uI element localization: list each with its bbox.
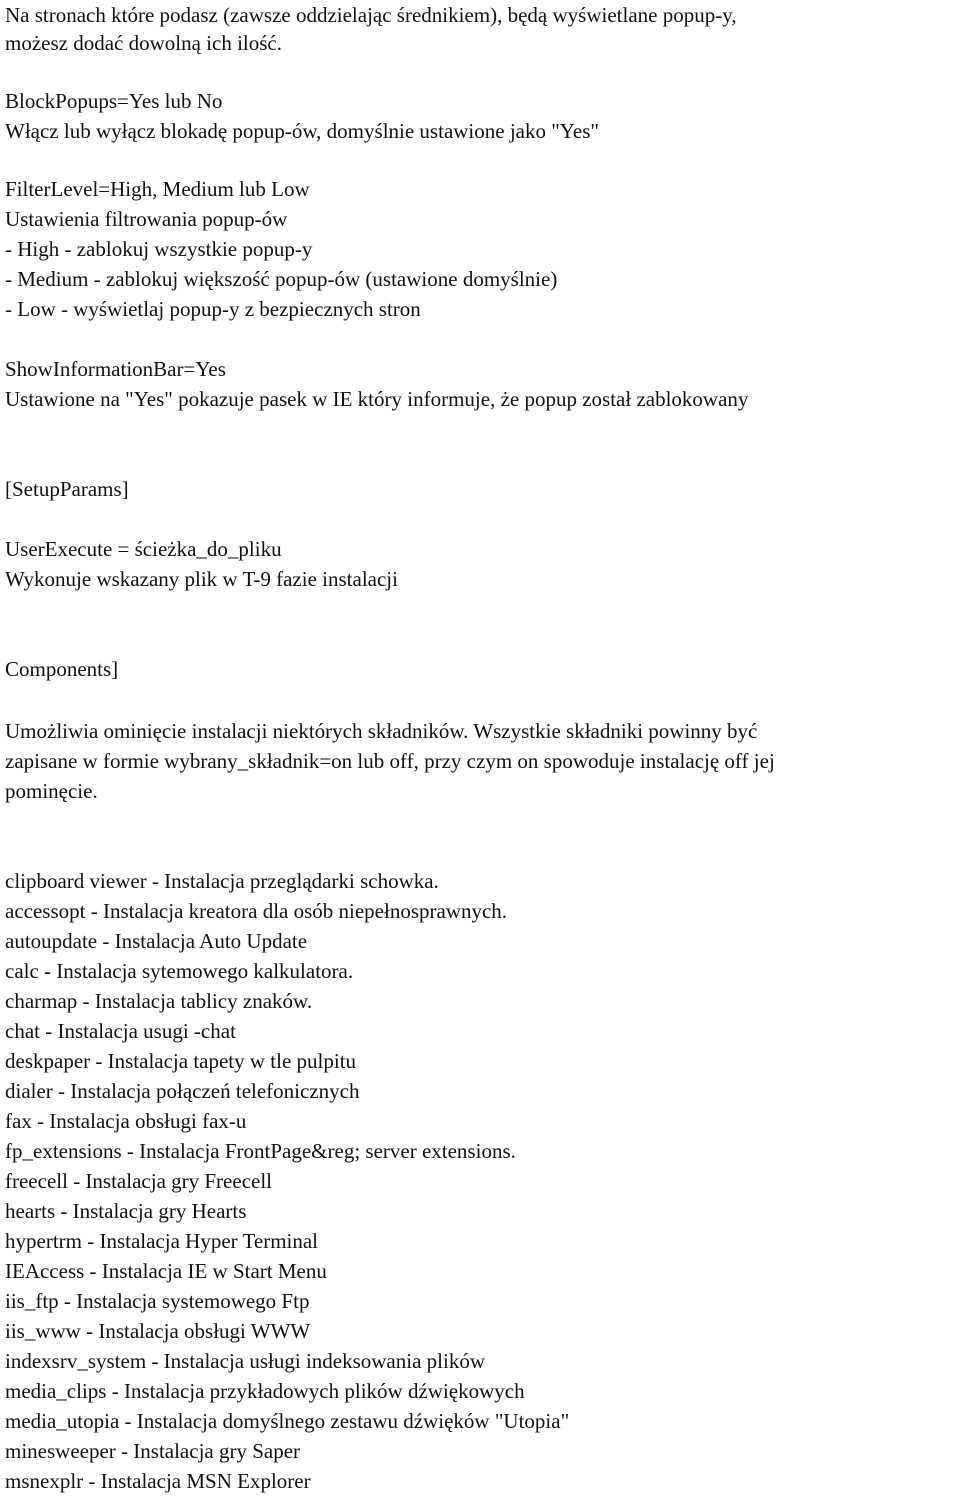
list-item: freecell - Instalacja gry Freecell <box>5 1169 273 1193</box>
list-item: dialer - Instalacja połączeń telefonicznych <box>5 1079 360 1103</box>
list-item: indexsrv_system - Instalacja usługi indeksowania plików <box>5 1349 485 1373</box>
list-item: fax - Instalacja obsługi fax-u <box>5 1109 247 1133</box>
section-heading-components: Components] <box>5 657 119 681</box>
list-item: accessopt - Instalacja kreatora dla osób niepełnosprawnych. <box>5 899 508 923</box>
list-item: iis_www - Instalacja obsługi WWW <box>5 1319 311 1343</box>
list-item: minesweeper - Instalacja gry Saper <box>5 1439 301 1463</box>
text-line-blockpopups: BlockPopups=Yes lub No <box>5 89 223 113</box>
list-item: calc - Instalacja sytemowego kalkulatora. <box>5 959 354 983</box>
text-line-filterlevel-desc: Ustawienia filtrowania popup-ów <box>5 207 288 231</box>
text-line-blockpopups-desc: Włącz lub wyłącz blokadę popup-ów, domyślnie ustawione jako "Yes" <box>5 119 599 143</box>
list-item: autoupdate - Instalacja Auto Update <box>5 929 308 953</box>
list-item: msnexplr - Instalacja MSN Explorer <box>5 1469 311 1493</box>
text-line-popup-count: możesz dodać dowolną ich ilość. <box>5 31 282 55</box>
list-item: media_clips - Instalacja przykładowych plików dźwiękowych <box>5 1379 525 1403</box>
list-item: hypertrm - Instalacja Hyper Terminal <box>5 1229 319 1253</box>
list-item: media_utopia - Instalacja domyślnego zestawu dźwięków "Utopia" <box>5 1409 570 1433</box>
list-item: fp_extensions - Instalacja FrontPage&reg; server extensions. <box>5 1139 516 1163</box>
text-line-infobar: ShowInformationBar=Yes <box>5 357 226 381</box>
text-line-filter-high: - High - zablokuj wszystkie popup-y <box>5 237 313 261</box>
text-line-userexecute: UserExecute = ścieżka_do_pliku <box>5 537 282 561</box>
text-line-components-desc-3: pominęcie. <box>5 779 98 803</box>
text-line-infobar-desc: Ustawione na "Yes" pokazuje pasek w IE który informuje, że popup został zablokowany <box>5 387 749 411</box>
section-heading-setupparams: [SetupParams] <box>5 477 129 501</box>
list-item: clipboard viewer - Instalacja przeglądarki schowka. <box>5 869 439 893</box>
text-line-components-desc-1: Umożliwia ominięcie instalacji niektórych składników. Wszystkie składniki powinny być <box>5 719 758 743</box>
text-line-components-desc-2: zapisane w formie wybrany_składnik=on lub off, przy czym on spowoduje instalację off jej <box>5 749 775 773</box>
list-item: chat - Instalacja usugi -chat <box>5 1019 236 1043</box>
list-item: deskpaper - Instalacja tapety w tle pulpitu <box>5 1049 357 1073</box>
list-item: charmap - Instalacja tablicy znaków. <box>5 989 313 1013</box>
text-line-popup-pages: Na stronach które podasz (zawsze oddzielając średnikiem), będą wyświetlane popup-y, <box>5 3 737 27</box>
text-line-filterlevel: FilterLevel=High, Medium lub Low <box>5 177 310 201</box>
list-item: iis_ftp - Instalacja systemowego Ftp <box>5 1289 310 1313</box>
text-line-filter-medium: - Medium - zablokuj większość popup-ów (ustawione domyślnie) <box>5 267 558 291</box>
text-line-filter-low: - Low - wyświetlaj popup-y z bezpiecznych stron <box>5 297 421 321</box>
text-line-userexecute-desc: Wykonuje wskazany plik w T-9 fazie instalacji <box>5 567 398 591</box>
list-item: IEAccess - Instalacja IE w Start Menu <box>5 1259 327 1283</box>
list-item: hearts - Instalacja gry Hearts <box>5 1199 247 1223</box>
